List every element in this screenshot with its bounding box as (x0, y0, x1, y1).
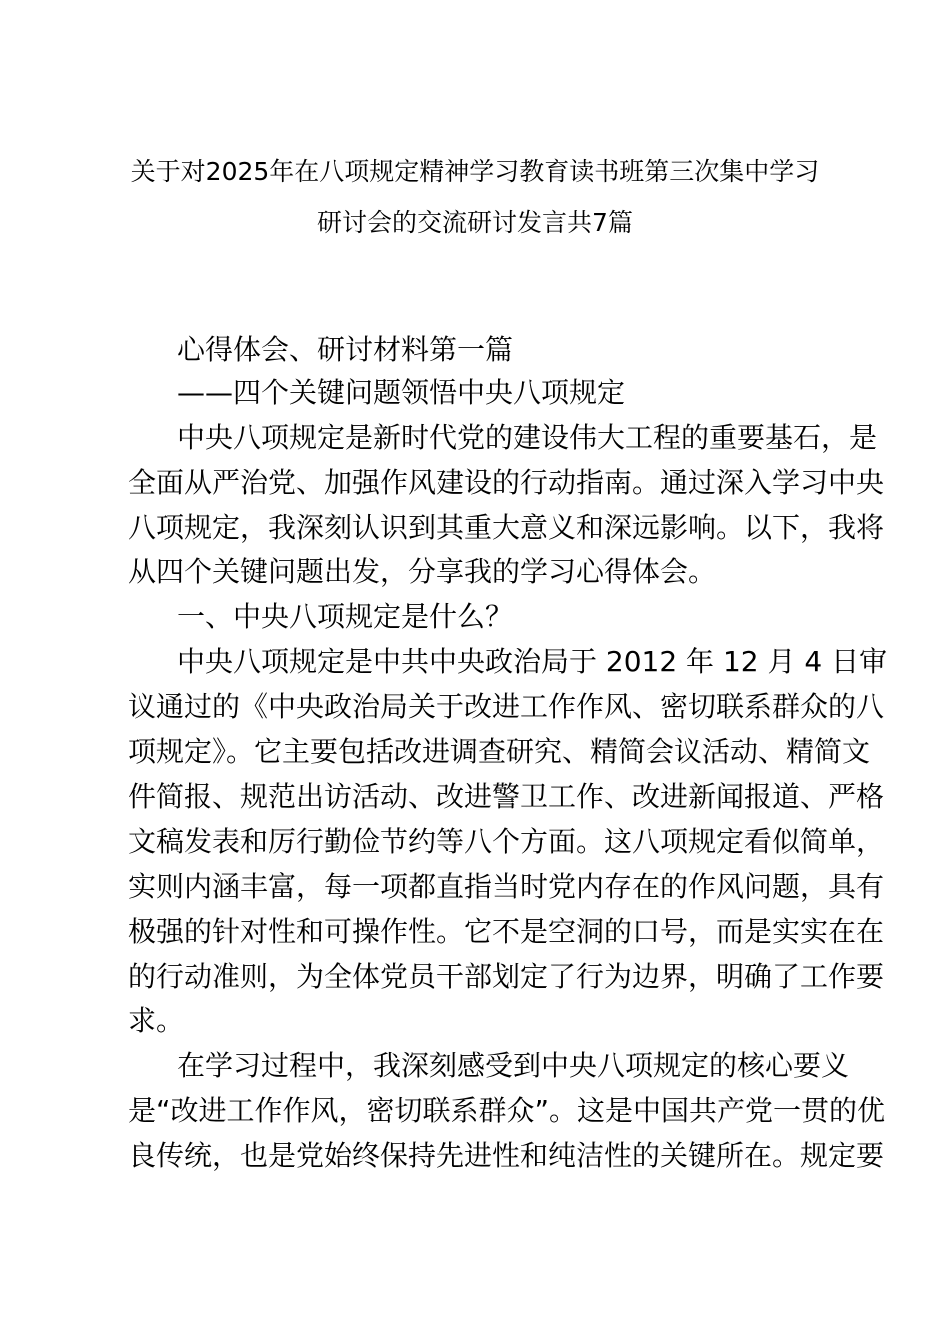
paragraph-line: 的行动准则，为全体党员干部划定了行为边界，明确了工作要 (128, 960, 885, 993)
paragraph-line: 全面从严治党、加强作风建设的行动指南。通过深入学习中央 (128, 466, 885, 499)
paragraph-line: 从四个关键问题出发，分享我的学习心得体会。 (128, 555, 717, 588)
paragraph-line: 议通过的《中央政治局关于改进工作作风、密切联系群众的八 (128, 690, 885, 723)
paragraph-line: 中央八项规定是中共中央政治局于 2012 年 12 月 4 日审 (177, 645, 888, 678)
paragraph-line: 良传统，也是党始终保持先进性和纯洁性的关键所在。规定要 (128, 1139, 885, 1172)
paragraph-line: 求。 (128, 1004, 185, 1037)
paragraph-line: 极强的针对性和可操作性。它不是空洞的口号，而是实实在在 (128, 915, 885, 948)
question-heading: 一、中央八项规定是什么？ (177, 600, 514, 633)
section-subtitle: ——四个关键问题领悟中央八项规定 (177, 376, 626, 409)
paragraph-line: 在学习过程中，我深刻感受到中央八项规定的核心要义 (177, 1049, 850, 1082)
paragraph-line: 中央八项规定是新时代党的建设伟大工程的重要基石，是 (177, 421, 878, 454)
paragraph-line: 实则内涵丰富，每一项都直指当时党内存在的作风问题，具有 (128, 870, 885, 903)
paragraph-line: 八项规定，我深刻认识到其重大意义和深远影响。以下，我将 (128, 511, 885, 544)
paragraph-line: 文稿发表和厉行勤俭节约等八个方面。这八项规定看似简单， (128, 825, 885, 858)
section-heading: 心得体会、研讨材料第一篇 (177, 333, 514, 366)
document-title-line-2: 研讨会的交流研讨发言共7篇 (317, 208, 633, 237)
paragraph-line: 项规定》。它主要包括改进调查研究、精简会议活动、精简文 (128, 735, 871, 768)
paragraph-line: 是“改进工作作风，密切联系群众”。这是中国共产党一贯的优 (128, 1094, 886, 1127)
paragraph-line: 件简报、规范出访活动、改进警卫工作、改进新闻报道、严格 (128, 780, 885, 813)
document-title-line-1: 关于对2025年在八项规定精神学习教育读书班第三次集中学习 (130, 157, 820, 186)
